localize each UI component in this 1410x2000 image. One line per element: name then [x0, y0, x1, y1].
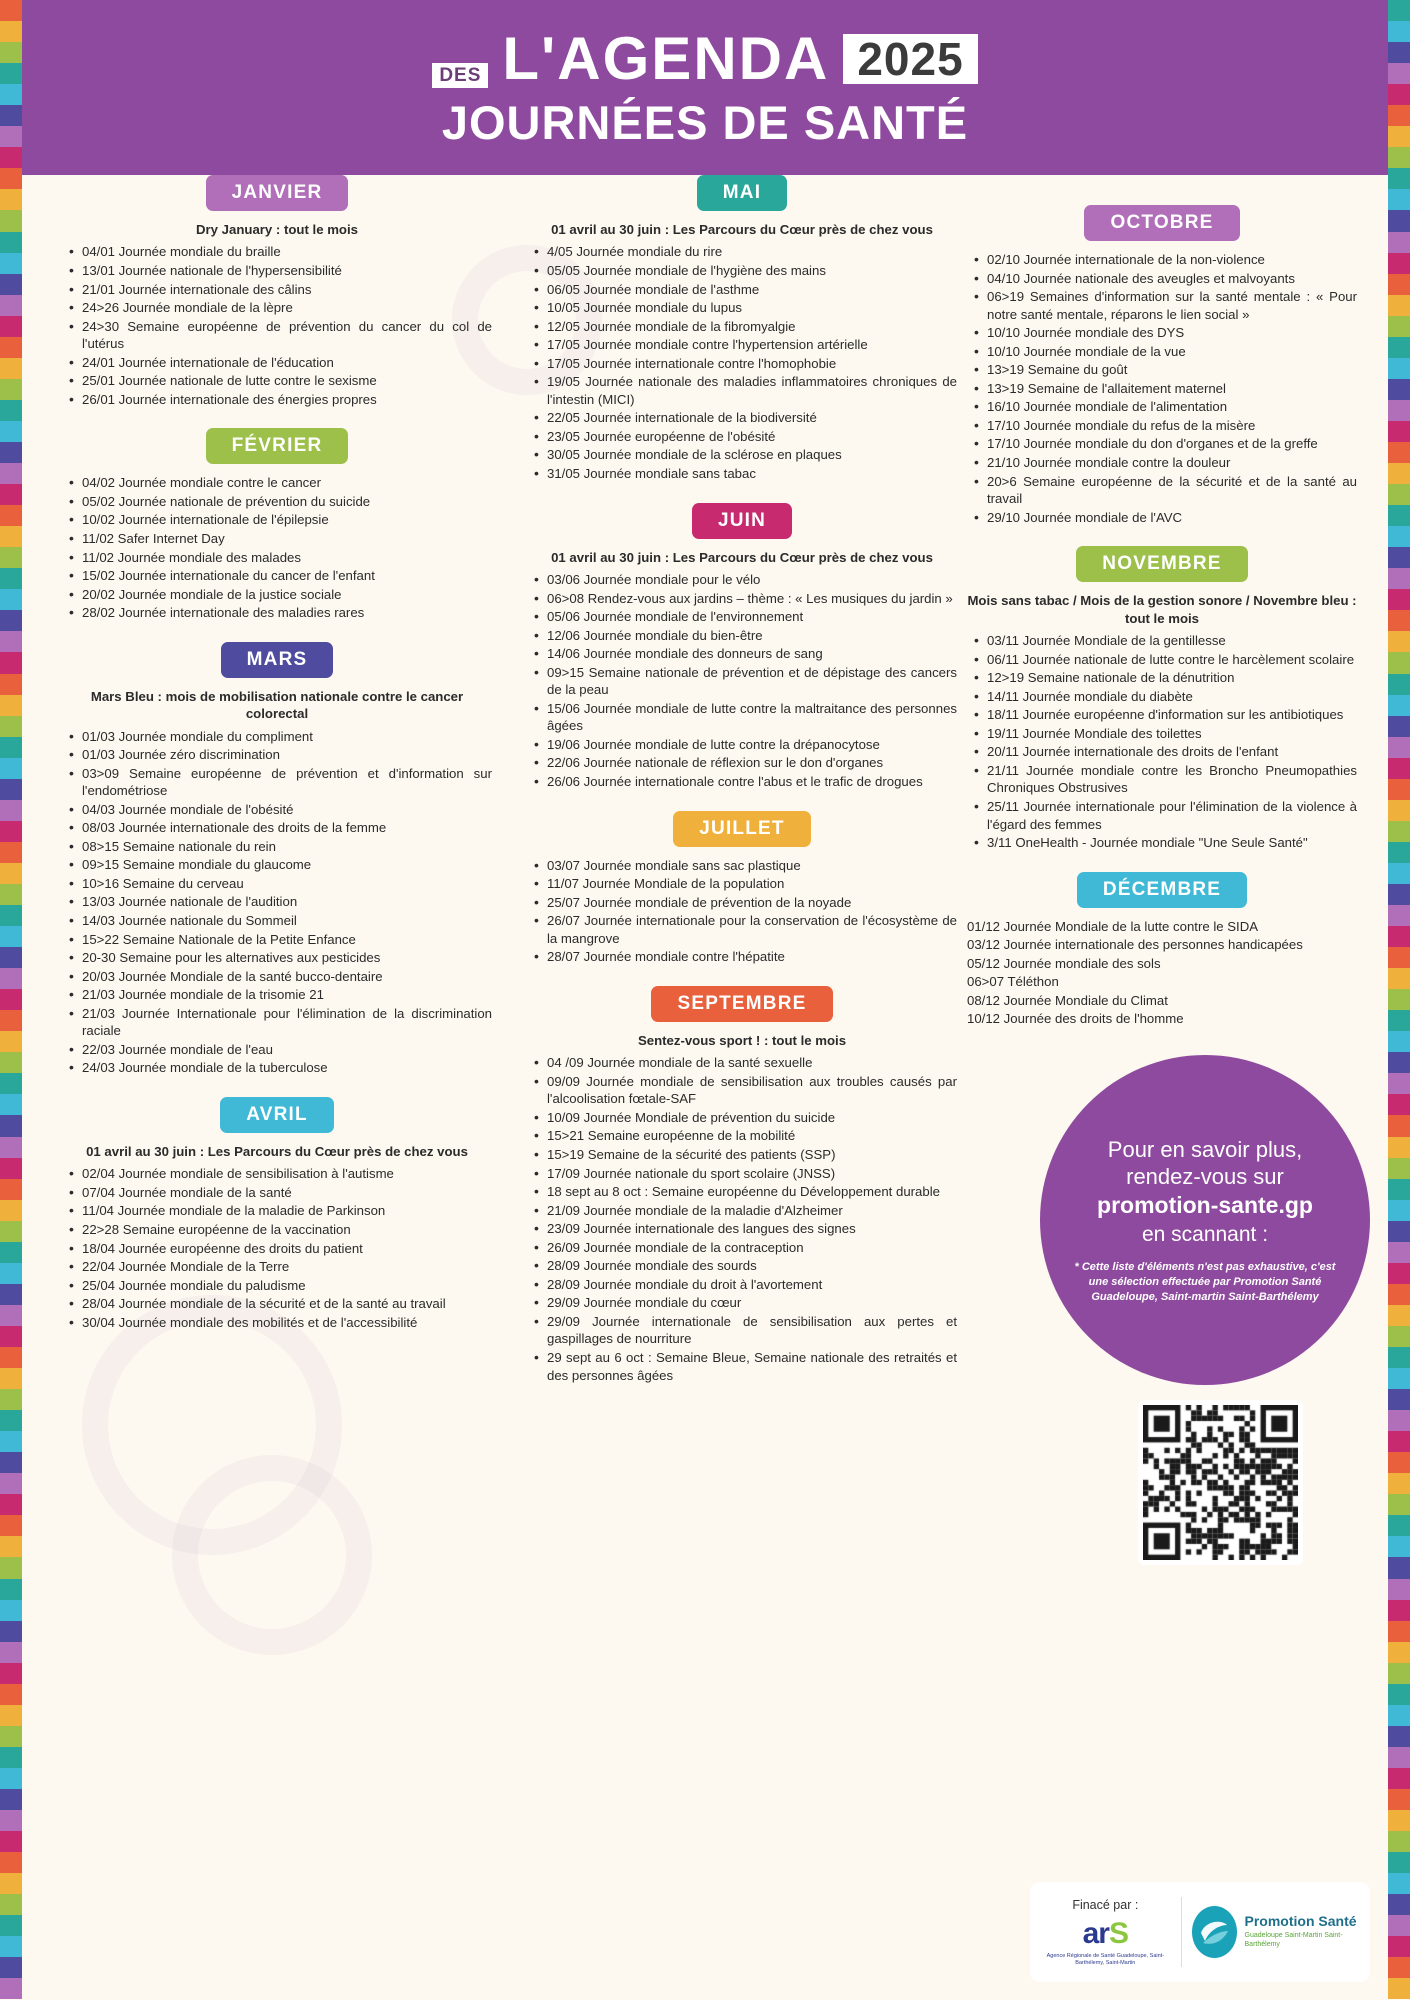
list-item: • 15/06 Journée mondiale de lutte contre la maltraitance des personnes âgées — [547, 700, 957, 735]
list-item: • 10/05 Journée mondiale du lupus — [547, 299, 957, 317]
list-item: • 25/11 Journée internationale pour l'élimination de la violence à l'égard des femmes — [987, 798, 1357, 833]
list-item: • 05/06 Journée mondiale de l'environnement — [547, 608, 957, 626]
list-item: • 19/06 Journée mondiale de lutte contre la drépanocytose — [547, 736, 957, 754]
list-item: • 15>22 Semaine Nationale de la Petite Enfance — [82, 931, 492, 949]
month-badge-juin: JUIN — [692, 503, 792, 539]
list-item: • 14/06 Journée mondiale des donneurs de sang — [547, 645, 957, 663]
column-left — [62, 175, 492, 1351]
promo-line-4: en scannant : — [1141, 1222, 1269, 1246]
financed-by-label: Finacé par : — [1072, 1898, 1139, 1913]
promo-circle — [1040, 1055, 1370, 1385]
list-item: • 10/10 Journée mondiale des DYS — [987, 324, 1357, 342]
month-badge-decembre: DÉCEMBRE — [1077, 872, 1247, 908]
list-item: • 03/11 Journée Mondiale de la gentillesse — [987, 632, 1357, 650]
list-item: • 29/10 Journée mondiale de l'AVC — [987, 509, 1357, 527]
header-title: L'AGENDA — [502, 25, 830, 92]
month-block-fevrier — [62, 428, 492, 621]
list-item: • 24/03 Journée mondiale de la tuberculose — [82, 1059, 492, 1077]
list-item: • 03/07 Journée mondiale sans sac plastique — [547, 857, 957, 875]
promo-line-1: Pour en savoir plus, — [1107, 1136, 1303, 1162]
list-item: • 21/11 Journée mondiale contre les Broncho Pneumopathies Chroniques Obstrusives — [987, 762, 1357, 797]
ars-logo: arS — [1082, 1917, 1128, 1951]
list-item: • 14/11 Journée mondiale du diabète — [987, 688, 1357, 706]
month-badge-janvier: JANVIER — [206, 175, 349, 211]
month-block-janvier — [62, 175, 492, 408]
list-item: • 22/06 Journée nationale de réflexion sur le don d'organes — [547, 754, 957, 772]
list-item: 01/12 Journée Mondiale de la lutte contre le SIDA — [967, 918, 1259, 934]
list-item: • 05/02 Journée nationale de prévention du suicide — [82, 493, 492, 511]
month-badge-octobre: OCTOBRE — [1084, 205, 1239, 241]
list-item: • 16/10 Journée mondiale de l'alimentation — [987, 398, 1357, 416]
month-block-avril — [62, 1097, 492, 1331]
list-item: • 04/03 Journée mondiale de l'obésité — [82, 801, 492, 819]
month-badge-fevrier: FÉVRIER — [206, 428, 349, 464]
promotion-sante-logo-icon — [1192, 1906, 1237, 1958]
ars-logo-subtitle: Agence Régionale de Santé Guadeloupe, Saint-Barthélemy, Saint-Martin — [1046, 1953, 1165, 1966]
promo-website: promotion-sante.gp — [1097, 1191, 1313, 1218]
event-list-mars — [62, 728, 492, 1077]
list-item: • 22/04 Journée Mondiale de la Terre — [82, 1258, 492, 1276]
list-item: • 22/05 Journée internationale de la biodiversité — [547, 409, 957, 427]
list-item: • 21/09 Journée mondiale de la maladie d'Alzheimer — [547, 1202, 957, 1220]
month-lead-septembre: Sentez-vous sport ! : tout le mois — [637, 1032, 847, 1048]
list-item: • 11/04 Journée mondiale de la maladie de Parkinson — [82, 1202, 492, 1220]
list-item: • 25/04 Journée mondiale du paludisme — [82, 1277, 492, 1295]
list-item: • 29 sept au 6 oct : Semaine Bleue, Semaine nationale des retraités et des personnes âgées — [547, 1349, 957, 1384]
event-list-mai — [527, 243, 957, 482]
month-lead-avril: 01 avril au 30 juin : Les Parcours du Cœur près de chez vous — [86, 1143, 468, 1159]
poster-header — [22, 0, 1388, 175]
list-item: • 28/09 Journée mondiale du droit à l'avortement — [547, 1276, 957, 1294]
list-item: • 13/03 Journée nationale de l'audition — [82, 893, 492, 911]
header-des-label: DES — [432, 63, 488, 88]
promotion-sante-title: Promotion Santé — [1244, 1913, 1357, 1930]
list-item: • 10/02 Journée internationale de l'épilepsie — [82, 511, 492, 529]
list-item: • 29/09 Journée internationale de sensibilisation aux pertes et gaspillages de nourriture — [547, 1313, 957, 1348]
list-item: • 12/06 Journée mondiale du bien-être — [547, 627, 957, 645]
list-item: • 24>26 Journée mondiale de la lèpre — [82, 299, 492, 317]
list-item: • 24/01 Journée internationale de l'éducation — [82, 354, 492, 372]
list-item: • 09/09 Journée mondiale de sensibilisation aux troubles causés par l'alcoolisation fœtale-SAF — [547, 1073, 957, 1108]
month-badge-mars: MARS — [221, 642, 334, 678]
list-item: • 17/05 Journée mondiale contre l'hypertension artérielle — [547, 336, 957, 354]
list-item: • 20>6 Semaine européenne de la sécurité et de la santé au travail — [987, 473, 1357, 508]
watermark-circle — [172, 1455, 372, 1655]
list-item: • 01/03 Journée mondiale du compliment — [82, 728, 492, 746]
list-item: • 14/03 Journée nationale du Sommeil — [82, 912, 492, 930]
list-item: • 21/01 Journée internationale des câlins — [82, 281, 492, 299]
list-item: • 20/03 Journée Mondiale de la santé bucco-dentaire — [82, 968, 492, 986]
list-item: 10/12 Journée des droits de l'homme — [967, 1011, 1184, 1027]
list-item: 03/12 Journée internationale des personnes handicapées — [967, 937, 1303, 953]
list-item: • 22>28 Semaine européenne de la vaccination — [82, 1221, 492, 1239]
list-item: • 28/04 Journée mondiale de la sécurité et de la santé au travail — [82, 1295, 492, 1313]
list-item: • 19/05 Journée nationale des maladies inflammatoires chroniques de l'intestin (MICI) — [547, 373, 957, 408]
month-block-novembre — [967, 546, 1357, 851]
list-item: • 17/10 Journée mondiale du don d'organes et de la greffe — [987, 435, 1357, 453]
list-item: • 18 sept au 8 oct : Semaine européenne du Développement durable — [547, 1183, 957, 1201]
poster-body — [22, 175, 1388, 2000]
list-item: • 06>08 Rendez-vous aux jardins – thème : « Les musiques du jardin » — [547, 590, 957, 608]
list-item: • 06/05 Journée mondiale de l'asthme — [547, 281, 957, 299]
month-lead-mai: 01 avril au 30 juin : Les Parcours du Cœur près de chez vous — [551, 222, 933, 237]
month-block-mars — [62, 642, 492, 1077]
list-item: • 30/04 Journée mondiale des mobilités et de l'accessibilité — [82, 1314, 492, 1332]
month-block-juin — [527, 503, 957, 791]
list-item: • 21/10 Journée mondiale contre la douleur — [987, 454, 1357, 472]
list-item: • 31/05 Journée mondiale sans tabac — [547, 465, 957, 483]
promo-line-2: rendez-vous sur — [1126, 1164, 1284, 1190]
month-lead-juin: 01 avril au 30 juin : Les Parcours du Cœur près de chez vous — [551, 549, 933, 565]
qr-code[interactable] — [1138, 1400, 1303, 1565]
list-item: • 4/05 Journée mondiale du rire — [547, 243, 957, 261]
month-block-juillet — [527, 811, 957, 966]
list-item: • 10/10 Journée mondiale de la vue — [987, 343, 1357, 361]
event-list-juin — [527, 571, 957, 791]
event-list-octobre — [967, 251, 1357, 526]
list-item: • 26/01 Journée internationale des énergies propres — [82, 391, 492, 409]
list-item: • 29/09 Journée mondiale du cœur — [547, 1294, 957, 1312]
list-item: 05/12 Journée mondiale des sols — [967, 955, 1161, 971]
list-item: • 13>19 Semaine de l'allaitement maternel — [987, 380, 1357, 398]
month-badge-mai: MAI — [697, 175, 787, 211]
list-item: • 28/02 Journée internationale des maladies rares — [82, 604, 492, 622]
list-item: • 21/03 Journée mondiale de la trisomie 21 — [82, 986, 492, 1004]
list-item: • 23/05 Journée européenne de l'obésité — [547, 428, 957, 446]
list-item: • 07/04 Journée mondiale de la santé — [82, 1184, 492, 1202]
month-block-septembre — [527, 986, 957, 1384]
list-item: • 15>19 Semaine de la sécurité des patients (SSP) — [547, 1146, 957, 1164]
list-item: • 03/06 Journée mondiale pour le vélo — [547, 571, 957, 589]
list-item: • 20-30 Semaine pour les alternatives aux pesticides — [82, 949, 492, 967]
footer-sponsors — [1030, 1882, 1370, 1982]
list-item: • 15>21 Semaine européenne de la mobilité — [547, 1127, 957, 1145]
month-badge-novembre: NOVEMBRE — [1076, 546, 1247, 582]
list-item: • 18/04 Journée européenne des droits du patient — [82, 1240, 492, 1258]
list-item: • 20/11 Journée internationale des droits de l'enfant — [987, 743, 1357, 761]
list-item: • 04/01 Journée mondiale du braille — [82, 243, 492, 261]
event-list-avril — [62, 1165, 492, 1331]
month-badge-septembre: SEPTEMBRE — [651, 986, 832, 1022]
promotion-sante-subtitle: Guadeloupe Saint-Martin Saint-Barthélemy — [1244, 1932, 1343, 1948]
list-item: • 26/09 Journée mondiale de la contraception — [547, 1239, 957, 1257]
list-item: • 04/02 Journée mondiale contre le cancer — [82, 474, 492, 492]
list-item: • 24>30 Semaine européenne de prévention du cancer du col de l'utérus — [82, 318, 492, 353]
list-item: • 17/10 Journée mondiale du refus de la misère — [987, 417, 1357, 435]
list-item: • 26/07 Journée internationale pour la conservation de l'écosystème de la mangrove — [547, 912, 957, 947]
list-item: 06>07 Téléthon — [967, 974, 1059, 990]
list-item: • 26/06 Journée internationale contre l'abus et le trafic de drogues — [547, 773, 957, 791]
month-badge-avril: AVRIL — [220, 1097, 334, 1133]
list-item: • 13/01 Journée nationale de l'hypersensibilité — [82, 262, 492, 280]
divider — [1181, 1897, 1182, 1967]
list-item: 08/12 Journée Mondiale du Climat — [967, 992, 1168, 1008]
list-item: • 19/11 Journée Mondiale des toilettes — [987, 725, 1357, 743]
list-item: • 06/11 Journée nationale de lutte contre le harcèlement scolaire — [987, 651, 1357, 669]
list-item: • 09>15 Semaine nationale de prévention et de dépistage des cancers de la peau — [547, 664, 957, 699]
list-item: • 18/11 Journée européenne d'information sur les antibiotiques — [987, 706, 1357, 724]
list-item: • 05/05 Journée mondiale de l'hygiène des mains — [547, 262, 957, 280]
month-block-mai — [527, 175, 957, 483]
month-lead-novembre: Mois sans tabac / Mois de la gestion sonore / Novembre bleu : tout le mois — [967, 593, 1357, 626]
list-item: • 04/10 Journée nationale des aveugles et malvoyants — [987, 270, 1357, 288]
column-middle — [527, 175, 957, 1404]
list-item: • 21/03 Journée Internationale pour l'élimination de la discrimination raciale — [82, 1005, 492, 1040]
month-block-decembre — [967, 872, 1357, 1028]
list-item: • 01/03 Journée zéro discrimination — [82, 746, 492, 764]
event-list-novembre — [967, 632, 1357, 852]
list-item: • 11/02 Journée mondiale des malades — [82, 549, 492, 567]
list-item: • 12>19 Semaine nationale de la dénutrition — [987, 669, 1357, 687]
month-badge-juillet: JUILLET — [673, 811, 810, 847]
list-item: • 22/03 Journée mondiale de l'eau — [82, 1041, 492, 1059]
confetti-strip-right — [1388, 0, 1410, 2000]
confetti-strip-left — [0, 0, 22, 2000]
list-item: • 17/05 Journée internationale contre l'homophobie — [547, 355, 957, 373]
list-item: • 15/02 Journée internationale du cancer de l'enfant — [82, 567, 492, 585]
promo-disclaimer: * Cette liste d'éléments n'est pas exhaustive, c'est une sélection effectuée par Promotion Santé Guadeloupe, Saint-martin Saint-Barthélemy — [1074, 1260, 1336, 1303]
list-item: • 03>09 Semaine européenne de prévention et d'information sur l'endométriose — [82, 765, 492, 800]
list-item: • 11/07 Journée Mondiale de la population — [547, 875, 957, 893]
list-item: • 08>15 Semaine nationale du rein — [82, 838, 492, 856]
list-item: • 25/07 Journée mondiale de prévention de la noyade — [547, 894, 957, 912]
list-item: • 3/11 OneHealth - Journée mondiale "Une Seule Santé" — [987, 834, 1357, 852]
list-item: • 28/07 Journée mondiale contre l'hépatite — [547, 948, 957, 966]
event-list-janvier — [62, 243, 492, 408]
list-item: • 11/02 Safer Internet Day — [82, 530, 492, 548]
month-block-octobre — [967, 205, 1357, 526]
list-item: • 13>19 Semaine du goût — [987, 361, 1357, 379]
list-item: • 08/03 Journée internationale des droits de la femme — [82, 819, 492, 837]
event-list-fevrier — [62, 474, 492, 621]
month-lead-janvier: Dry January : tout le mois — [196, 222, 358, 237]
list-item: • 28/09 Journée mondiale des sourds — [547, 1257, 957, 1275]
list-item: • 30/05 Journée mondiale de la sclérose en plaques — [547, 446, 957, 464]
event-list-septembre — [527, 1054, 957, 1384]
list-item: • 02/04 Journée mondiale de sensibilisation à l'autisme — [82, 1165, 492, 1183]
list-item: • 17/09 Journée nationale du sport scolaire (JNSS) — [547, 1165, 957, 1183]
header-subtitle: JOURNÉES DE SANTÉ — [441, 96, 969, 149]
event-list-juillet — [527, 857, 957, 966]
list-item: • 09>15 Semaine mondiale du glaucome — [82, 856, 492, 874]
month-lead-mars: Mars Bleu : mois de mobilisation nationale contre le cancer colorectal — [90, 688, 464, 722]
list-item: • 02/10 Journée internationale de la non-violence — [987, 251, 1357, 269]
list-item: • 10/09 Journée Mondiale de prévention du suicide — [547, 1109, 957, 1127]
list-item: • 04 /09 Journée mondiale de la santé sexuelle — [547, 1054, 957, 1072]
list-item: • 12/05 Journée mondiale de la fibromyalgie — [547, 318, 957, 336]
list-item: • 25/01 Journée nationale de lutte contre le sexisme — [82, 372, 492, 390]
list-item: • 06>19 Semaines d'information sur la santé mentale : « Pour notre santé mentale, réparons le lien social » — [987, 288, 1357, 323]
list-item: • 23/09 Journée internationale des langues des signes — [547, 1220, 957, 1238]
column-right — [967, 205, 1357, 1048]
list-item: • 20/02 Journée mondiale de la justice sociale — [82, 586, 492, 604]
header-year: 2025 — [843, 34, 977, 84]
list-item: • 10>16 Semaine du cerveau — [82, 875, 492, 893]
